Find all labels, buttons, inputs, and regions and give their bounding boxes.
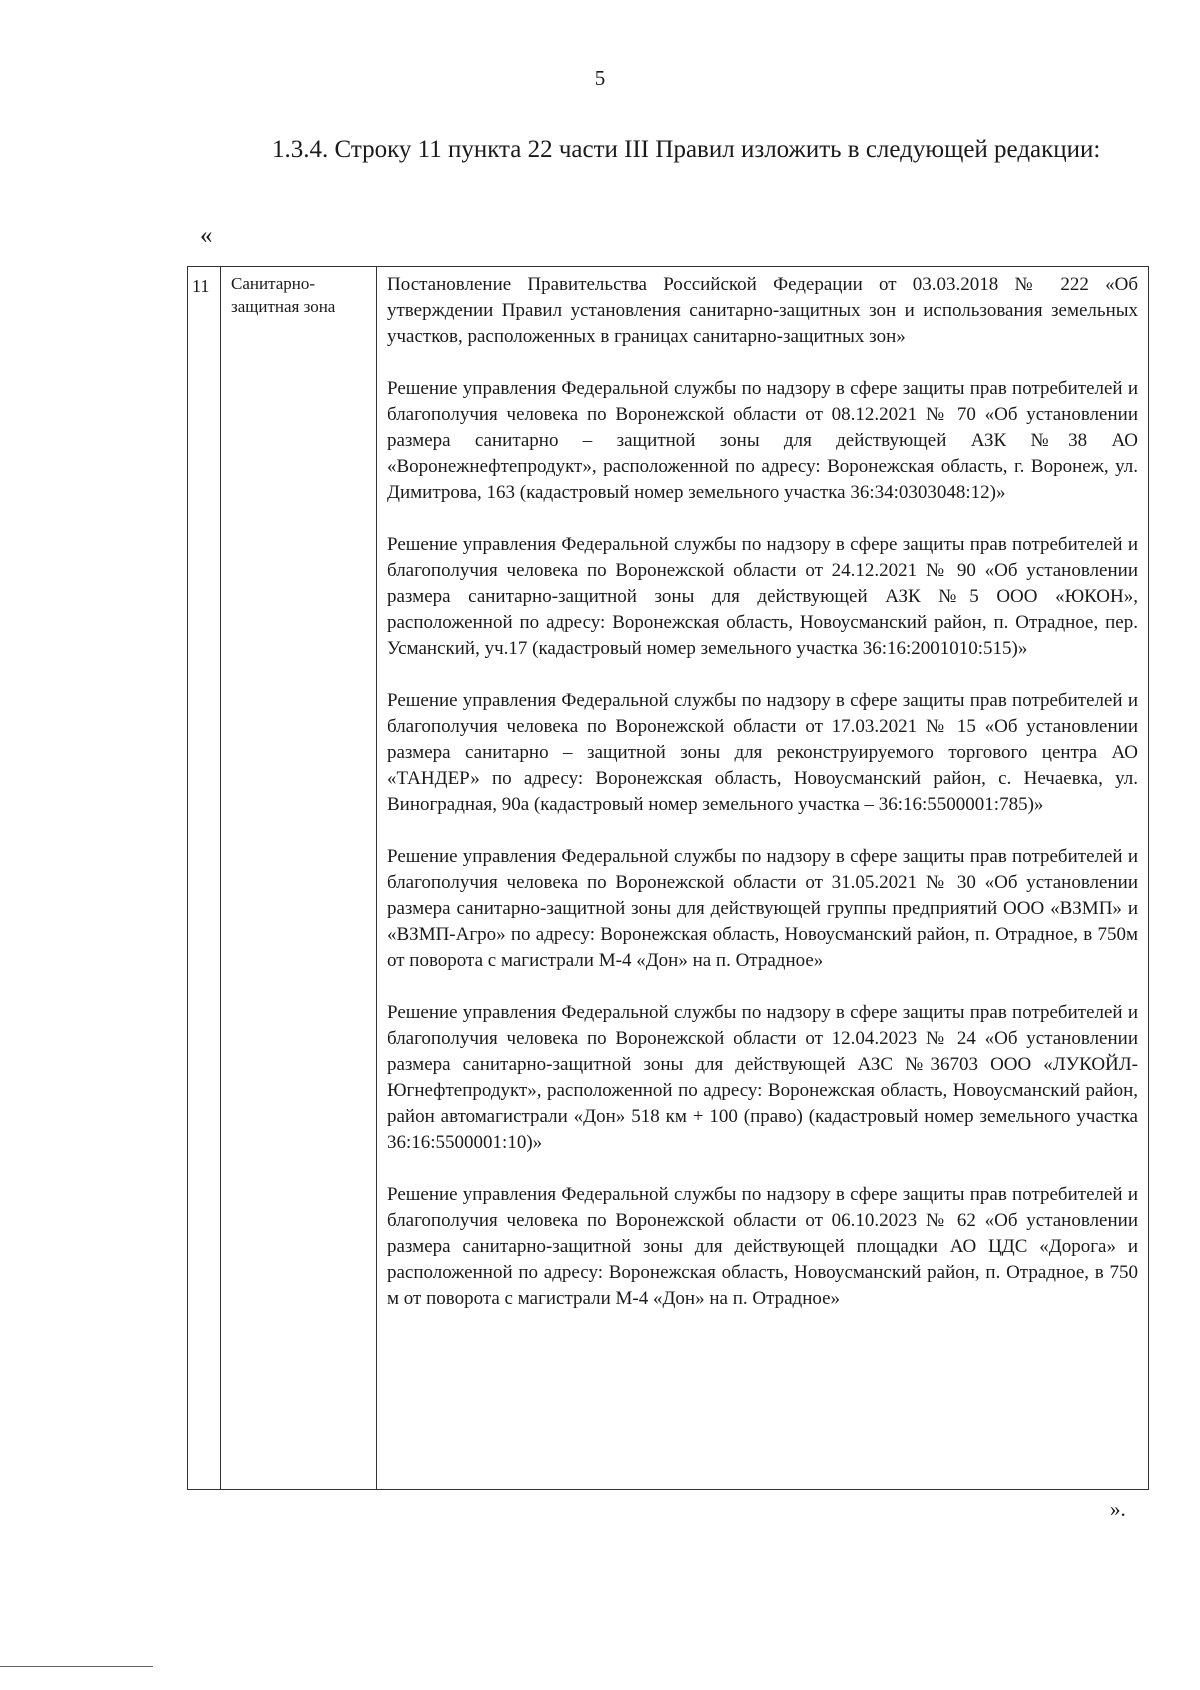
zone-rules-table — [187, 266, 1149, 1490]
document-entry: Решение управления Федеральной службы по надзору в сфере защиты прав потребителей и благополучия человека по Воронежской области от 06.10.2023 № 62 «Об установлении размера санитарно-защитной зоны для действующей площадки АО ЦДС «Дорога» и расположенной по адресу: Воронежская область, Новоусманский район, п. Отрадное, в 750 м от поворота с магистрали М-4 «Дон» на п. Отрадное» — [387, 1184, 1138, 1309]
document-entry: Решение управления Федеральной службы по надзору в сфере защиты прав потребителей и благополучия человека по Воронежской области от 31.05.2021 № 30 «Об установлении размера санитарно-защитной зоны для действующей группы предприятий ООО «ВЗМП» и «ВЗМП-Агро» по адресу: Воронежская область, Новоусманский район, п. Отрадное, в 750м от поворота с магистрали М-4 «Дон» на п. Отрадное» — [387, 846, 1138, 971]
document-entry: Решение управления Федеральной службы по надзору в сфере защиты прав потребителей и благополучия человека по Воронежской области от 12.04.2023 № 24 «Об установлении размера санитарно-защитной зоны для действующей АЗС №36703 ООО «ЛУКОЙЛ-Югнефтепродукт», расположенной по адресу: Воронежская область, Новоусманский район, район автомагистрали «Дон» 518 км + 100 (право) (кадастровый номер земельного участка 36:16:5500001:10)» — [387, 1002, 1138, 1153]
page-number: 5 — [594, 66, 606, 90]
documents-cell — [377, 267, 1149, 1490]
amendment-intro-paragraph: 1.3.4. Строку 11 пункта 22 части III Правил изложить в следующей редакции: — [272, 136, 1101, 163]
opening-quote-mark: « — [200, 222, 213, 249]
document-entry: Решение управления Федеральной службы по надзору в сфере защиты прав потребителей и благополучия человека по Воронежской области от 24.12.2021 № 90 «Об установлении размера санитарно-защитной зоны для действующей АЗК №5 ООО «ЮКОН», расположенной по адресу: Воронежская область, Новоусманский район, п. Отрадное, пер. Усманский, уч.17 (кадастровый номер земельного участка 36:16:2001010:515)» — [387, 534, 1138, 659]
document-entry: Решение управления Федеральной службы по надзору в сфере защиты прав потребителей и благополучия человека по Воронежской области от 08.12.2021 № 70 «Об установлении размера санитарно – защитной зоны для действующей АЗК №38 АО «Воронежнефтепродукт», расположенной по адресу: Воронежская область, г. Воронеж, ул. Димитрова, 163 (кадастровый номер земельного участка 36:34:0303048:12)» — [387, 378, 1138, 503]
document-entry: Решение управления Федеральной службы по надзору в сфере защиты прав потребителей и благополучия человека по Воронежской области от 17.03.2021 № 15 «Об установлении размера санитарно – защитной зоны для реконструируемого торгового центра АО «ТАНДЕР» по адресу: Воронежская область, Новоусманский район, с. Нечаевка, ул. Виноградная, 90а (кадастровый номер земельного участка – 36:16:5500001:785)» — [387, 690, 1138, 815]
footnote-separator-line — [0, 1666, 153, 1667]
row-number-cell: 11 — [188, 267, 221, 1490]
table-row — [188, 267, 1149, 1490]
closing-quote-mark: ». — [1110, 1497, 1126, 1521]
zone-name-cell: Санитарно-защитная зона — [221, 267, 377, 1490]
document-entry: Постановление Правительства Российской Федерации от 03.03.2018 № 222 «Об утверждении Правил установления санитарно-защитных зон и использования земельных участков, расположенных в границах санитарно-защитных зон» — [387, 274, 1138, 347]
